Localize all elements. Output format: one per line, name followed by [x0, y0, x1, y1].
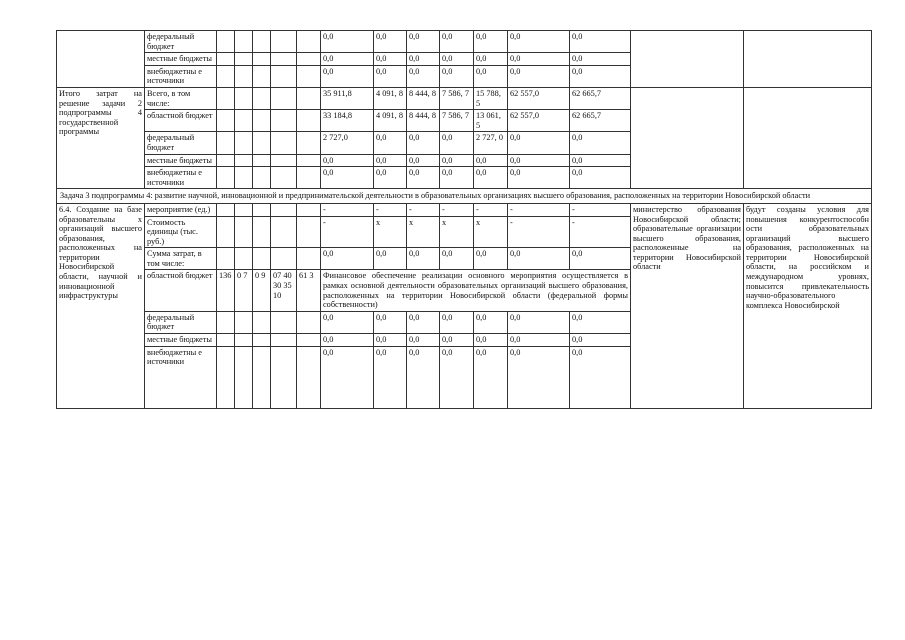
value-cell: 0,0	[407, 154, 440, 167]
value-cell: 0,0	[321, 65, 374, 87]
value-cell: 0,0	[321, 53, 374, 66]
value-cell: 0,0	[474, 334, 508, 347]
value-cell: 0,0	[321, 311, 374, 333]
source-cell: федеральный бюджет	[145, 31, 217, 53]
result-cell	[744, 31, 872, 88]
source-cell: областной бюджет	[145, 270, 217, 311]
source-cell: внебюджетны е источники	[145, 65, 217, 87]
table-row	[57, 189, 872, 204]
value-cell: 0,0	[570, 311, 631, 333]
value-cell: -	[440, 203, 474, 216]
source-cell: местные бюджеты	[145, 53, 217, 66]
value-cell: 0,0	[440, 53, 474, 66]
label-cell	[57, 31, 145, 88]
value-cell: 0,0	[374, 132, 407, 154]
value-cell: 62 557,0	[508, 110, 570, 132]
value-cell: 0,0	[374, 65, 407, 87]
value-cell: 0,0	[474, 167, 508, 189]
financing-note: Финансовое обеспечение реализации основного мероприятия осуществляется в рамках основной деятельности образовательных организаций высшего образования, расположенных на территории Новосибирской области (федеральной формы собственности)	[321, 270, 631, 311]
value-cell: 0,0	[321, 248, 374, 270]
source-cell: местные бюджеты	[145, 334, 217, 347]
value-cell: 62 665,7	[570, 110, 631, 132]
table-row	[57, 203, 872, 216]
value-cell: 0,0	[570, 334, 631, 347]
value-cell: 0,0	[508, 311, 570, 333]
value-cell: 0,0	[474, 31, 508, 53]
result-cell	[744, 87, 872, 188]
value-cell: 0,0	[474, 346, 508, 408]
value-cell: 0,0	[508, 346, 570, 408]
program-table	[56, 30, 872, 409]
value-cell: 0,0	[374, 311, 407, 333]
source-cell: внебюджетны е источники	[145, 167, 217, 189]
value-cell: -	[374, 203, 407, 216]
value-cell: 0,0	[374, 346, 407, 408]
code-cell: 61 3	[297, 270, 321, 311]
value-cell: 0,0	[440, 346, 474, 408]
value-cell: 0,0	[440, 167, 474, 189]
value-cell: 0,0	[570, 154, 631, 167]
value-cell: 0,0	[508, 248, 570, 270]
value-cell: 0,0	[474, 248, 508, 270]
value-cell: -	[508, 216, 570, 248]
value-cell: 4 091, 8	[374, 110, 407, 132]
value-cell: 35 911,8	[321, 87, 374, 109]
value-cell: 0,0	[440, 65, 474, 87]
value-cell: 0,0	[508, 132, 570, 154]
value-cell: 0,0	[407, 248, 440, 270]
code-cell: 0 7	[235, 270, 253, 311]
value-cell: 0,0	[374, 31, 407, 53]
value-cell: -	[508, 203, 570, 216]
value-cell: 0,0	[570, 248, 631, 270]
value-cell: -	[570, 203, 631, 216]
source-cell: Сумма затрат, в том числе:	[145, 248, 217, 270]
source-cell: областной бюджет	[145, 110, 217, 132]
executor-cell: министерство образования Новосибирской области; образовательные организации высшего образования, расположенные на территории Новосибирской области	[631, 203, 744, 408]
value-cell: 0,0	[508, 31, 570, 53]
value-cell: -	[321, 203, 374, 216]
value-cell: 0,0	[374, 53, 407, 66]
value-cell: 0,0	[407, 311, 440, 333]
value-cell: 0,0	[570, 65, 631, 87]
source-cell: мероприятие (ед.)	[145, 203, 217, 216]
value-cell: 0,0	[474, 311, 508, 333]
value-cell: 8 444, 8	[407, 87, 440, 109]
activity-label-cell: 6.4. Создание на базе образовательны х организаций высшего образования, расположенных на территории Новосибирской области, научной и инновационной инфраструктуры	[57, 203, 145, 408]
code-cell: 0 9	[253, 270, 271, 311]
value-cell: 0,0	[407, 167, 440, 189]
value-cell: 0,0	[407, 65, 440, 87]
value-cell: 13 061, 5	[474, 110, 508, 132]
value-cell: -	[321, 216, 374, 248]
value-cell: 0,0	[440, 311, 474, 333]
source-cell: внебюджетны е источники	[145, 346, 217, 408]
value-cell: -	[407, 203, 440, 216]
value-cell: 0,0	[440, 334, 474, 347]
value-cell: 0,0	[570, 132, 631, 154]
value-cell: 0,0	[570, 53, 631, 66]
value-cell: -	[570, 216, 631, 248]
value-cell: 0,0	[440, 132, 474, 154]
total-label-cell: Итого затрат на решение задачи 2 подпрограммы 4 государственной программы	[57, 87, 145, 188]
value-cell: 0,0	[440, 31, 474, 53]
code-cell: 07 40 30 35 10	[271, 270, 297, 311]
value-cell: 0,0	[508, 65, 570, 87]
value-cell: 0,0	[440, 154, 474, 167]
value-cell: 4 091, 8	[374, 87, 407, 109]
executor-cell	[631, 31, 744, 88]
value-cell: 0,0	[321, 154, 374, 167]
task-heading: Задача 3 подпрограммы 4: развитие научной, инновационной и предпринимательской деятельности в образовательных организациях высшего образования, расположенных на территории Новосибирской области	[57, 189, 872, 204]
value-cell: 0,0	[570, 346, 631, 408]
value-cell: 2 727, 0	[474, 132, 508, 154]
value-cell: 0,0	[374, 154, 407, 167]
value-cell: x	[407, 216, 440, 248]
value-cell: 0,0	[374, 334, 407, 347]
result-cell: будут созданы условия для повышения конкурентоспособн ости образовательных организаций высшего образования, расположенных на территории Новосибирской области, на российском и международном уровнях, повысится привлекательность научно-образовательного комплекса Новосибирской	[744, 203, 872, 408]
value-cell: 0,0	[508, 334, 570, 347]
value-cell: 0,0	[407, 31, 440, 53]
value-cell: 0,0	[321, 334, 374, 347]
source-cell: Всего, в том числе:	[145, 87, 217, 109]
code-cell: 136	[217, 270, 235, 311]
value-cell: 2 727,0	[321, 132, 374, 154]
source-cell: местные бюджеты	[145, 154, 217, 167]
value-cell: 0,0	[474, 65, 508, 87]
value-cell: -	[474, 203, 508, 216]
value-cell: 62 665,7	[570, 87, 631, 109]
value-cell: 0,0	[321, 31, 374, 53]
value-cell: x	[474, 216, 508, 248]
table-row	[57, 31, 872, 53]
value-cell: 62 557,0	[508, 87, 570, 109]
value-cell: 7 586, 7	[440, 87, 474, 109]
value-cell: 7 586, 7	[440, 110, 474, 132]
value-cell: 0,0	[374, 167, 407, 189]
value-cell: 0,0	[407, 334, 440, 347]
value-cell: 0,0	[570, 31, 631, 53]
executor-cell	[631, 87, 744, 188]
value-cell: 8 444, 8	[407, 110, 440, 132]
value-cell: 0,0	[407, 53, 440, 66]
value-cell: 0,0	[508, 53, 570, 66]
value-cell: 0,0	[508, 154, 570, 167]
value-cell: 0,0	[474, 154, 508, 167]
value-cell: 15 788, 5	[474, 87, 508, 109]
value-cell: 0,0	[321, 167, 374, 189]
table-row	[57, 87, 872, 109]
value-cell: 0,0	[440, 248, 474, 270]
source-cell: федеральный бюджет	[145, 311, 217, 333]
value-cell: 0,0	[321, 346, 374, 408]
value-cell: x	[440, 216, 474, 248]
value-cell: 0,0	[508, 167, 570, 189]
value-cell: 0,0	[474, 53, 508, 66]
value-cell: 0,0	[570, 167, 631, 189]
value-cell: 33 184,8	[321, 110, 374, 132]
value-cell: 0,0	[374, 248, 407, 270]
document-page	[56, 30, 872, 409]
value-cell: 0,0	[407, 346, 440, 408]
value-cell: 0,0	[407, 132, 440, 154]
source-cell: Стоимость единицы (тыс. руб.)	[145, 216, 217, 248]
value-cell: x	[374, 216, 407, 248]
source-cell: федеральный бюджет	[145, 132, 217, 154]
